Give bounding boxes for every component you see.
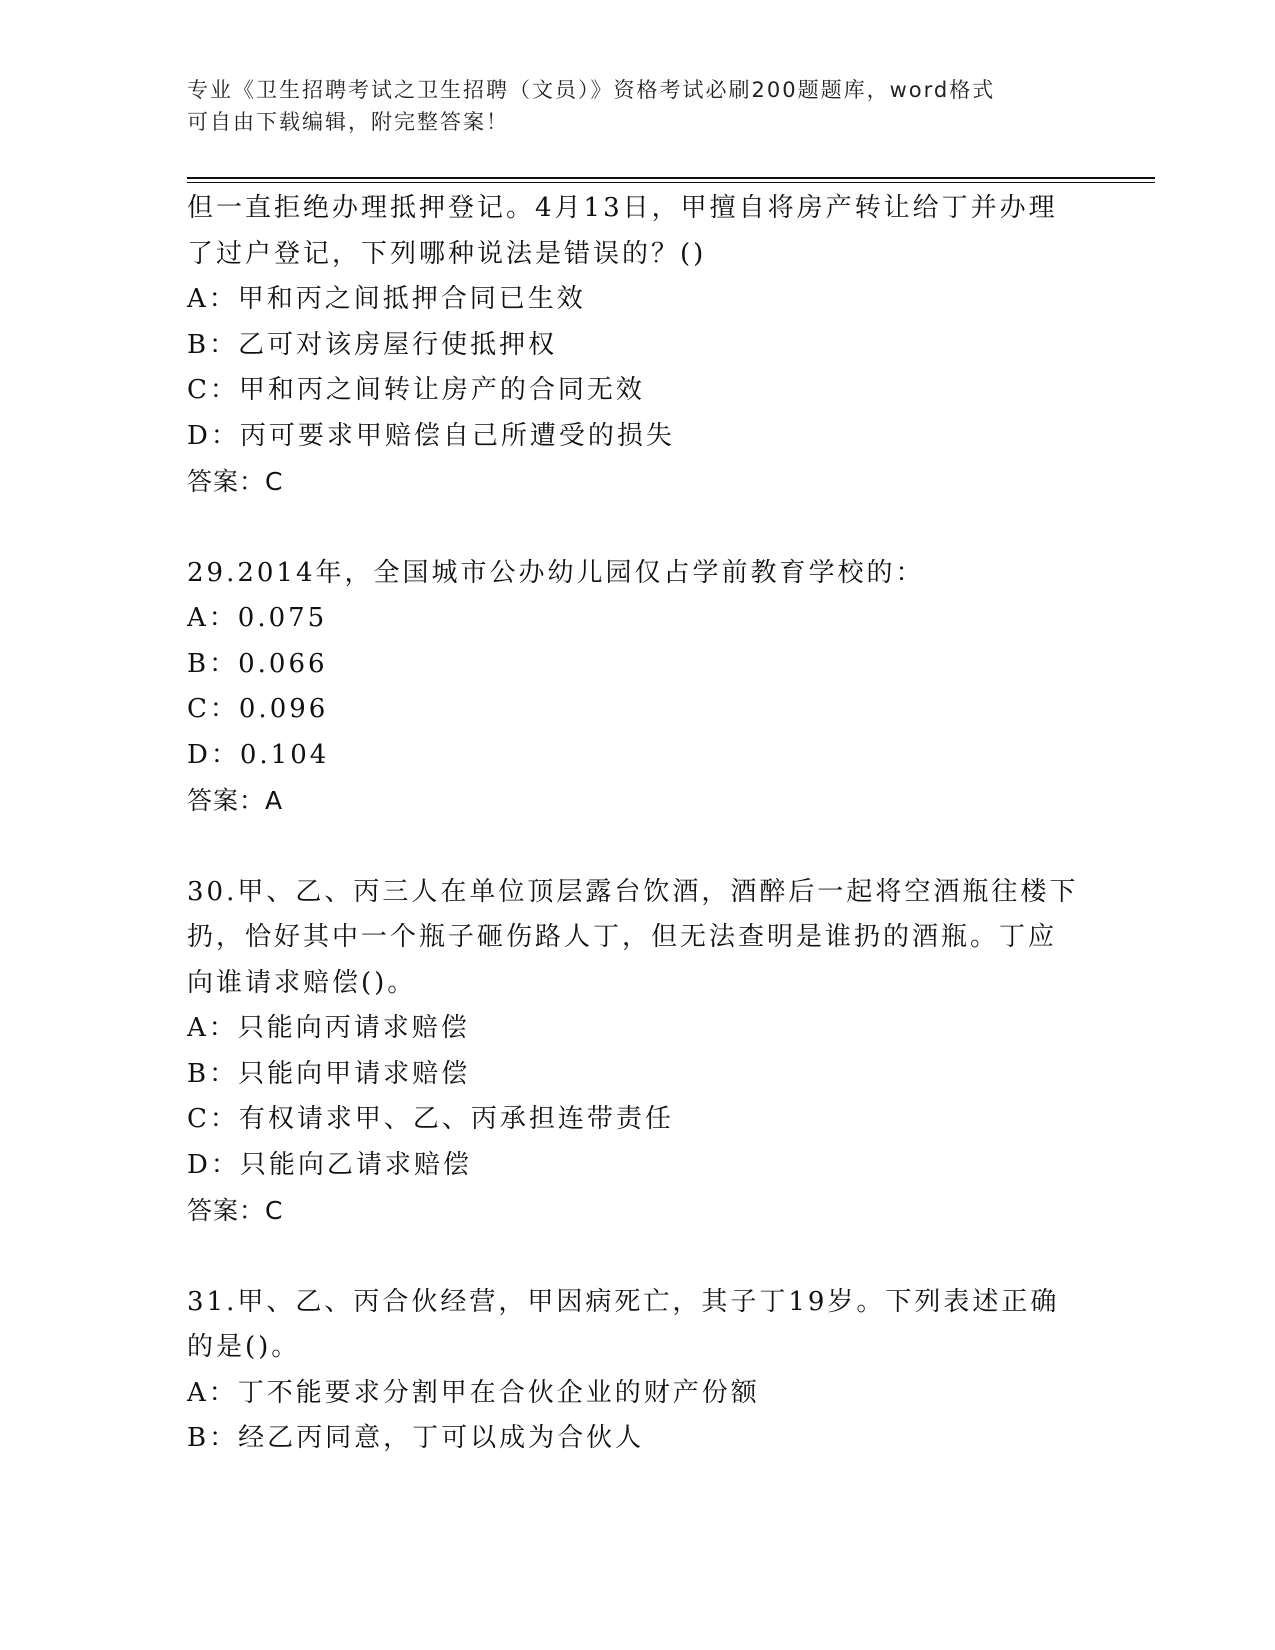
question-text-line: 了过户登记，下列哪种说法是错误的？() <box>187 238 707 269</box>
question-list <box>187 186 1087 1462</box>
option-b: B：只能向甲请求赔偿 <box>187 1058 471 1089</box>
option-a: A：丁不能要求分割甲在合伙企业的财产份额 <box>187 1377 760 1408</box>
question-block <box>187 186 1087 505</box>
header-divider-thin <box>187 182 1155 183</box>
question-spacer <box>187 824 1087 870</box>
option-b: B：经乙丙同意，丁可以成为合伙人 <box>187 1423 645 1453</box>
header-divider-thick <box>187 177 1155 179</box>
document-header <box>187 74 1067 138</box>
header-title-line-2: 可自由下载编辑，附完整答案！ <box>187 110 509 134</box>
option-d: D：只能向乙请求赔偿 <box>187 1149 472 1180</box>
header-title-line-1: 专业《卫生招聘考试之卫生招聘（文员）》资格考试必刷200题题库，word格式 <box>187 78 996 102</box>
question-text-line: 31.甲、乙、丙合伙经营，甲因病死亡，其子丁19岁。下列表述正确 <box>187 1286 1060 1317</box>
question-text-line: 的是()。 <box>187 1332 301 1362</box>
question-text-line: 向谁请求赔偿()。 <box>187 967 417 998</box>
option-a: A：甲和丙之间抵押合同已生效 <box>187 284 586 314</box>
question-block <box>187 1280 1087 1462</box>
answer-line: 答案：C <box>187 467 284 496</box>
question-block <box>187 551 1087 824</box>
question-text-line: 30.甲、乙、丙三人在单位顶层露台饮酒，酒醉后一起将空酒瓶往楼下 <box>187 876 1079 907</box>
option-c: C：甲和丙之间转让房产的合同无效 <box>187 375 645 405</box>
answer-line: 答案：C <box>187 1196 284 1225</box>
question-spacer <box>187 505 1087 551</box>
option-a: A：只能向丙请求赔偿 <box>187 1013 470 1043</box>
option-b: B：乙可对该房屋行使抵押权 <box>187 329 558 360</box>
option-a: A：0.075 <box>187 603 328 633</box>
question-text-line: 扔，恰好其中一个瓶子砸伤路人丁，但无法查明是谁扔的酒瓶。丁应 <box>187 922 1058 952</box>
question-block <box>187 870 1087 1234</box>
answer-line: 答案：A <box>187 786 284 815</box>
option-b: B：0.066 <box>187 648 328 679</box>
option-c: C：有权请求甲、乙、丙承担连带责任 <box>187 1104 674 1134</box>
question-text-line: 但一直拒绝办理抵押登记。4月13日，甲擅自将房产转让给丁并办理 <box>187 193 1058 223</box>
option-c: C：0.096 <box>187 694 329 724</box>
option-d: D：丙可要求甲赔偿自己所遭受的损失 <box>187 420 675 451</box>
option-d: D：0.104 <box>187 739 330 770</box>
question-spacer <box>187 1234 1087 1280</box>
question-text-line: 29.2014年，全国城市公办幼儿园仅占学前教育学校的： <box>187 557 925 588</box>
